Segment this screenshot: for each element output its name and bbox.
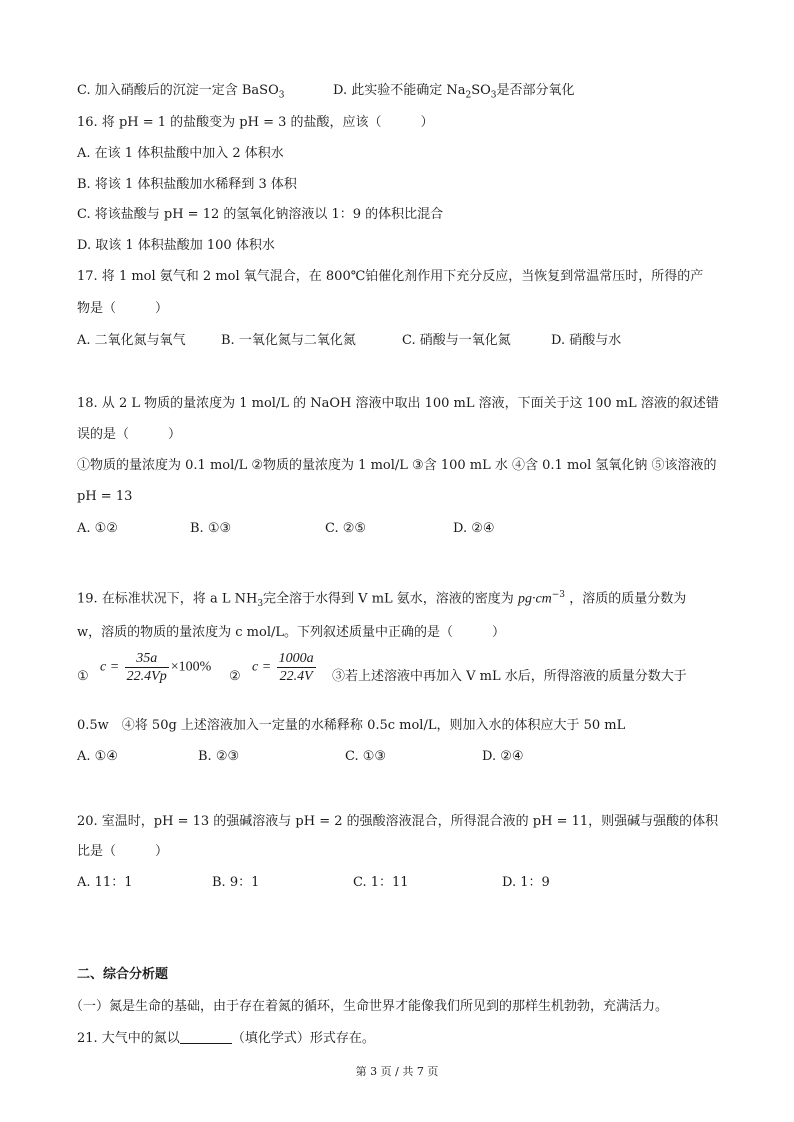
q20-stem-line1: 20. 室温时，pH = 13 的强碱溶液与 pH = 2 的强酸溶液混合，所得混合液的 pH = 11，则强碱与强酸的体积 bbox=[77, 814, 719, 829]
page-footer: 第 3 页 / 共 7 页 bbox=[355, 1065, 439, 1078]
q19-item1: ① bbox=[77, 669, 89, 684]
q17-option-b: B. 一氧化氮与二氧化氮 bbox=[221, 333, 356, 348]
q20-option-b: B. 9：1 bbox=[212, 875, 260, 890]
q17-option-d: D. 硝酸与水 bbox=[551, 333, 622, 348]
q19-option-a: A. ①④ bbox=[77, 749, 118, 764]
q20-option-a: A. 11：1 bbox=[77, 875, 133, 890]
q20-option-d: D. 1：9 bbox=[502, 875, 550, 890]
q18-option-d: D. ②④ bbox=[453, 521, 495, 536]
q16-stem: 16. 将 pH = 1 的盐酸变为 pH = 3 的盐酸，应该（ ） bbox=[77, 115, 434, 130]
q15-option-c: C. 加入硝酸后的沉淀一定含 BaSO$_3$ bbox=[77, 83, 285, 101]
q19-formula-1: c = $\frac{35a}{22.4Vp}$ ×100% bbox=[100, 651, 212, 684]
fraction-1: $\frac{35a}{22.4Vp}$ bbox=[126, 651, 167, 684]
q16-option-a: A. 在该 1 体积盐酸中加入 2 体积水 bbox=[77, 146, 284, 161]
section-intro: （一）氮是生命的基础，由于存在着氮的循环，生命世界才能像我们所见到的那样生机勃勃，充满活力。 bbox=[70, 999, 669, 1014]
q17-option-a: A. 二氧化氮与氧气 bbox=[77, 333, 186, 348]
section-title: 二、综合分析题 bbox=[77, 967, 169, 982]
fraction-2: $\frac{1000a}{22.4V}$ bbox=[278, 651, 314, 684]
q17-stem-line2: 物是（ ） bbox=[77, 301, 169, 316]
q16-option-c: C. 将该盐酸与 pH = 12 的氢氧化钠溶液以 1：9 的体积比混合 bbox=[77, 207, 444, 222]
q21-answer-blank[interactable] bbox=[180, 1029, 232, 1044]
q15-option-d: D. 此实验不能确定 $Na_2SO_3$是否部分氧化 bbox=[333, 83, 575, 101]
q19-stem-line2: w，溶质的物质的量浓度为 c mol/L。下列叙述质量中正确的是（ ） bbox=[77, 625, 505, 640]
q21-line: 21. 大气中的氮以 （填化学式）形式存在。 bbox=[77, 1031, 375, 1046]
q18-option-b: B. ①③ bbox=[190, 521, 232, 536]
q18-items-line2: pH = 13 bbox=[77, 489, 133, 504]
q18-option-a: A. ①② bbox=[77, 521, 118, 536]
density-expression: pg·cm bbox=[517, 591, 552, 607]
q19-option-c: C. ①③ bbox=[345, 749, 387, 764]
q18-stem-line1: 18. 从 2 L 物质的量浓度为 1 mol/L 的 NaOH 溶液中取出 100 mL 溶液，下面关于这 100 mL 溶液的叙述错 bbox=[77, 396, 719, 411]
q19-item2: ② bbox=[229, 669, 241, 684]
q16-option-b: B. 将该 1 体积盐酸加水稀释到 3 体积 bbox=[77, 177, 297, 192]
q19-item3: ③若上述溶液中再加入 V mL 水后，所得溶液的质量分数大于 bbox=[332, 669, 687, 684]
q18-items-line1: ①物质的量浓度为 0.1 mol/L ②物质的量浓度为 1 mol/L ③含 100 mL 水 ④含 0.1 mol 氢氧化钠 ⑤该溶液的 bbox=[77, 458, 717, 473]
q18-option-c: C. ②⑤ bbox=[325, 521, 367, 536]
q17-stem-line1: 17. 将 1 mol 氨气和 2 mol 氧气混合，在 800℃铂催化剂作用下充分反应，当恢复到常温常压时，所得的产 bbox=[77, 269, 704, 284]
q17-option-c: C. 硝酸与一氧化氮 bbox=[402, 333, 511, 348]
q16-option-d: D. 取该 1 体积盐酸加 100 体积水 bbox=[77, 238, 275, 253]
q19-stem-line1: 19. 在标准状况下，将 a L $NH_3$完全溶于水得到 V mL 氨水，溶液的密度为 $pg\cdot cm^{-3}$ ，溶质的质量分数为 bbox=[77, 590, 687, 609]
q20-stem-line2: 比是（ ） bbox=[77, 844, 169, 859]
q19-option-d: D. ②④ bbox=[482, 749, 524, 764]
q19-option-b: B. ②③ bbox=[198, 749, 240, 764]
q19-items-line2: 0.5w ④将 50g 上述溶液加入一定量的水稀释称 0.5c mol/L，则加入水的体积应大于 50 mL bbox=[77, 718, 626, 733]
q18-stem-line2: 误的是（ ） bbox=[77, 427, 182, 442]
q19-formula-2: c = $\frac{1000a}{22.4V}$ bbox=[252, 651, 314, 684]
q20-option-c: C. 1：11 bbox=[353, 875, 409, 890]
